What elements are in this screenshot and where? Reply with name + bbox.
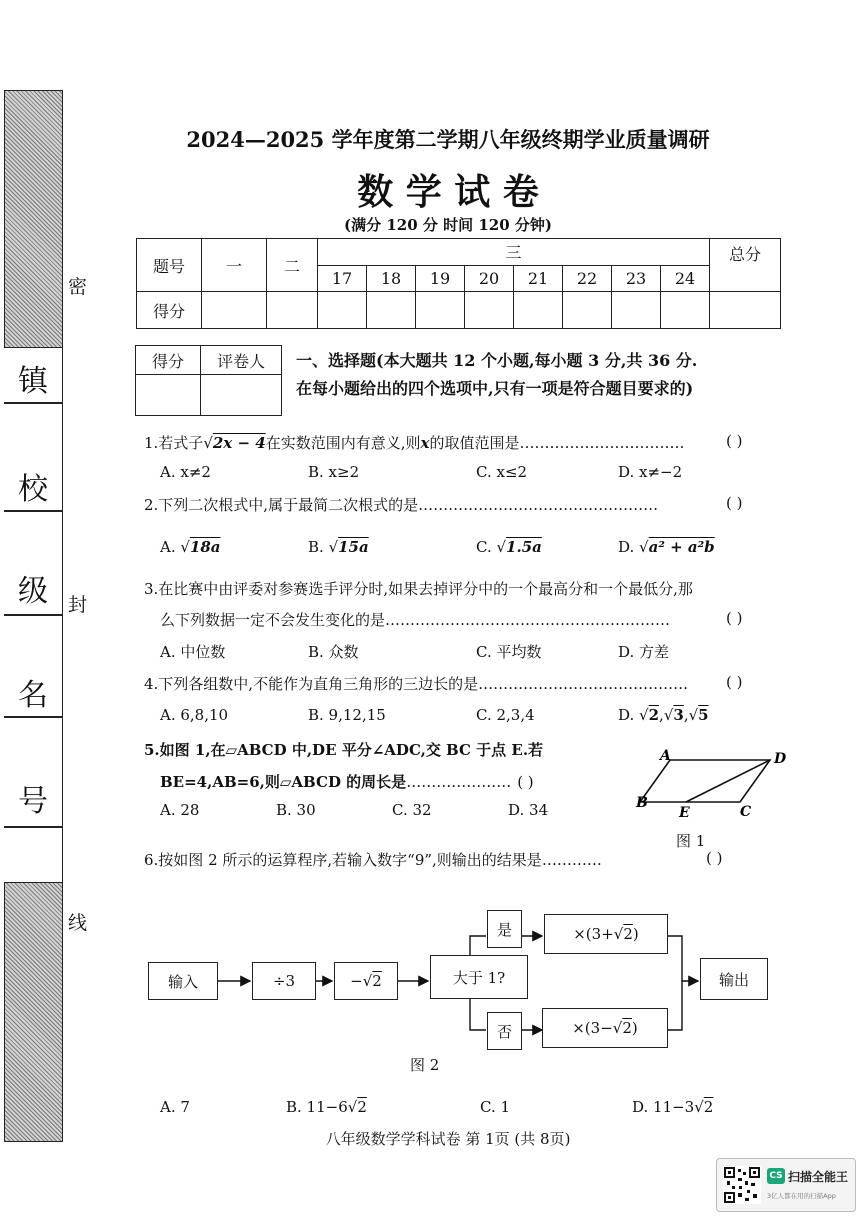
q4-answer-paren: ( ) xyxy=(726,673,743,691)
question-5-line1: 5.如图 1,在▱ABCD 中,DE 平分∠ADC,交 BC 于点 E.若 xyxy=(144,741,544,759)
q4-option-d: D. √2,√3,√5 xyxy=(618,706,709,724)
page-footer: 八年级数学学科试卷 第 1页 (共 8页) xyxy=(325,1130,571,1148)
comma: , xyxy=(659,706,664,724)
q5-option-b: B. 30 xyxy=(276,801,316,819)
q2-option-b: B. √15a xyxy=(308,538,369,556)
q6-answer-paren: ( ) xyxy=(706,849,723,867)
option-prefix: D. 11−3 xyxy=(632,1098,695,1116)
q5-option-c: C. 32 xyxy=(392,801,432,819)
col-q17: 17 xyxy=(318,265,367,292)
score-cell xyxy=(416,292,465,329)
option-radicand: a² + a²b xyxy=(648,538,715,556)
seal-word-mid: 封 xyxy=(68,594,88,616)
row-label-score: 得分 xyxy=(137,292,202,329)
flow-divide-box xyxy=(252,962,316,1000)
option-radicand: 2 xyxy=(703,1098,714,1116)
watermark-brand: 扫描全能王 xyxy=(788,1170,849,1184)
q2-dots: ………………………………………… xyxy=(418,496,659,514)
flow-condition-box xyxy=(430,955,528,999)
question-4 xyxy=(144,673,688,694)
score-cell xyxy=(661,292,710,329)
scanner-watermark xyxy=(716,1158,856,1212)
q4-option-c: C. 2,3,4 xyxy=(476,706,535,724)
option-radicand: 18a xyxy=(189,538,221,556)
q1-option-c: C. x≤2 xyxy=(476,463,528,481)
q1-variable: x xyxy=(420,434,430,452)
q4-dots: …………………………………… xyxy=(478,675,689,693)
col-q24: 24 xyxy=(661,265,710,292)
option-radicand: 1.5a xyxy=(506,538,542,556)
q2-answer-paren: ( ) xyxy=(726,494,743,512)
score-cell xyxy=(612,292,661,329)
flow-divide-label: ÷3 xyxy=(272,972,296,990)
flow-minus-sign: − xyxy=(350,972,363,990)
flow-mult-yes-box: ×(3+ √ 2 ) xyxy=(544,914,668,954)
flow-yes-box xyxy=(487,910,522,948)
seal-word-top: 密 xyxy=(68,276,88,298)
col-q21: 21 xyxy=(514,265,563,292)
option-label: D. xyxy=(618,538,635,556)
grader-reviewer-label: 评卷人 xyxy=(201,346,282,375)
grader-score-cell xyxy=(136,375,201,416)
comma: , xyxy=(683,706,689,724)
col-part-three: 三 xyxy=(318,239,710,266)
q6-option-b: B. 11−6√2 xyxy=(286,1098,367,1116)
radical-sign: √ xyxy=(203,434,213,452)
field-class: 级 xyxy=(18,574,48,609)
seal-word-bottom: 线 xyxy=(68,912,88,934)
flow-mult-no-radicand: 2 xyxy=(622,1019,632,1037)
cs-badge: CS xyxy=(767,1168,785,1184)
flow-input-label: 输入 xyxy=(167,972,198,991)
flow-mult-yes-prefix: ×(3+ xyxy=(573,925,614,943)
q5-option-d: D. 34 xyxy=(508,801,549,819)
flow-input-box xyxy=(148,962,218,1000)
flow-yes-label: 是 xyxy=(496,920,512,939)
col-q23: 23 xyxy=(612,265,661,292)
option-prefix: B. 11−6 xyxy=(286,1098,348,1116)
option-label: D. xyxy=(618,706,635,724)
question-6 xyxy=(144,849,602,870)
q3-option-b: B. 众数 xyxy=(308,643,359,661)
score-cell xyxy=(318,292,367,329)
q3-dots: ………………………………………………… xyxy=(385,611,671,629)
question-2 xyxy=(144,494,658,515)
q1-option-b: B. x≥2 xyxy=(308,463,360,481)
point-c: C xyxy=(740,804,752,820)
field-divider xyxy=(4,614,62,616)
score-cell xyxy=(710,292,781,329)
field-divider xyxy=(4,826,62,828)
q1-text-2: 的取值范围是 xyxy=(429,434,520,452)
score-cell xyxy=(563,292,612,329)
score-cell xyxy=(514,292,563,329)
q4-option-b: B. 9,12,15 xyxy=(308,706,386,724)
q6-option-d: D. 11−3√2 xyxy=(632,1098,714,1116)
question-5-line2 xyxy=(160,771,534,792)
flow-condition-label: 大于 1? xyxy=(452,968,506,987)
col-total: 总分 xyxy=(710,239,781,292)
option-radicand: 5 xyxy=(698,706,709,724)
flow-no-box xyxy=(487,1012,522,1050)
field-name: 名 xyxy=(18,678,48,713)
field-divider xyxy=(4,402,62,404)
q6-option-c: C. 1 xyxy=(480,1098,511,1116)
q5-option-a: A. 28 xyxy=(160,801,200,819)
q3-option-c: C. 平均数 xyxy=(476,643,542,661)
field-divider xyxy=(4,510,62,512)
option-radicand: 15a xyxy=(338,538,369,556)
flow-minus-box: − √ 2 xyxy=(334,962,398,1000)
field-school: 校 xyxy=(18,472,48,507)
exam-subtitle: 2024—2025 学年度第二学期八年级终期学业质量调研 xyxy=(186,127,710,152)
exam-title: 数 学 试 卷 xyxy=(357,171,539,213)
qr-code-icon xyxy=(723,1166,761,1204)
field-number: 号 xyxy=(18,784,48,819)
close-paren: ) xyxy=(632,925,639,943)
q3-text: 么下列数据一定不会发生变化的是 xyxy=(160,611,386,629)
score-table xyxy=(136,238,781,329)
q6-option-a: A. 7 xyxy=(160,1098,190,1116)
col-q22: 22 xyxy=(563,265,612,292)
q6-dots: ………… xyxy=(541,851,602,869)
close-paren: ) xyxy=(631,1019,638,1037)
q1-option-a: A. x≠2 xyxy=(160,463,211,481)
q1-radicand: 2x − 4 xyxy=(212,434,266,452)
col-part-one: 一 xyxy=(202,239,267,292)
watermark-tagline: 3亿人都在用的扫描App xyxy=(767,1192,836,1200)
point-b: B xyxy=(636,795,648,811)
q4-text: 4.下列各组数中,不能作为直角三角形的三边长的是 xyxy=(144,675,479,693)
q3-option-a: A. 中位数 xyxy=(160,643,226,661)
grader-table xyxy=(135,345,282,416)
figure-1-parallelogram xyxy=(632,744,812,824)
q2-option-d: D. √a² + a²b xyxy=(618,538,715,556)
q2-text: 2.下列二次根式中,属于最简二次根式的是 xyxy=(144,496,419,514)
flow-mult-no-box: ×(3− √ 2 ) xyxy=(542,1008,668,1048)
flow-output-box xyxy=(700,958,768,1000)
grader-score-label: 得分 xyxy=(136,346,201,375)
flow-mult-yes-radicand: 2 xyxy=(623,925,633,943)
q6-text: 6.按如图 2 所示的运算程序,若输入数字“9”,则输出的结果是 xyxy=(144,851,542,869)
row-label-number: 题号 xyxy=(137,239,202,292)
option-radicand: 2 xyxy=(357,1098,367,1116)
section1-heading-line2: 在每小题给出的四个选项中,只有一项是符合题目要求的) xyxy=(296,379,694,398)
q2-option-c: C. √1.5a xyxy=(476,538,542,556)
q1-option-d: D. x≠−2 xyxy=(618,463,683,481)
figure-2-caption: 图 2 xyxy=(410,1056,440,1074)
section1-heading-line1: 一、选择题(本大题共 12 个小题,每小题 3 分,共 36 分. xyxy=(296,351,698,370)
score-cell xyxy=(367,292,416,329)
point-e: E xyxy=(679,805,690,821)
point-d: D xyxy=(774,751,787,767)
q5-dots: ………………… xyxy=(406,773,512,791)
question-1 xyxy=(144,432,684,453)
score-cell xyxy=(202,292,267,329)
col-q18: 18 xyxy=(367,265,416,292)
q1-text: 在实数范围内有意义,则 xyxy=(265,434,421,452)
field-divider xyxy=(4,716,62,718)
figure-1-caption: 图 1 xyxy=(676,832,706,850)
flow-output-label: 输出 xyxy=(718,970,749,989)
option-label: B. xyxy=(308,538,324,556)
option-label: A. xyxy=(160,538,176,556)
question-3-line1: 3.在比赛中由评委对参赛选手评分时,如果去掉评分中的一个最高分和一个最低分,那 xyxy=(144,580,693,598)
col-part-two: 二 xyxy=(267,239,318,292)
q5-text: BE=4,AB=6,则▱ABCD 的周长是 xyxy=(160,773,407,791)
point-a: A xyxy=(660,748,671,764)
q1-prefix: 1.若式子 xyxy=(144,434,204,452)
score-cell xyxy=(465,292,514,329)
q2-option-a: A. √18a xyxy=(160,538,221,556)
q1-answer-paren: ( ) xyxy=(726,432,743,450)
question-3-line2 xyxy=(160,609,670,630)
option-label: C. xyxy=(476,538,492,556)
q4-option-a: A. 6,8,10 xyxy=(160,706,229,724)
score-cell xyxy=(267,292,318,329)
grader-reviewer-cell xyxy=(201,375,282,416)
q5-answer-paren: ( ) xyxy=(517,773,534,791)
option-radicand: 2 xyxy=(648,706,660,724)
flow-no-label: 否 xyxy=(496,1022,512,1041)
q3-answer-paren: ( ) xyxy=(726,609,743,627)
option-radicand: 3 xyxy=(673,706,684,724)
field-town: 镇 xyxy=(18,364,48,399)
flow-minus-radicand: 2 xyxy=(372,972,382,990)
q3-option-d: D. 方差 xyxy=(618,643,670,661)
flow-mult-no-prefix: ×(3− xyxy=(572,1019,613,1037)
q1-dots: …………………………… xyxy=(519,434,685,452)
col-q20: 20 xyxy=(465,265,514,292)
col-q19: 19 xyxy=(416,265,465,292)
exam-meta: (满分 120 分 时间 120 分钟) xyxy=(344,216,552,234)
